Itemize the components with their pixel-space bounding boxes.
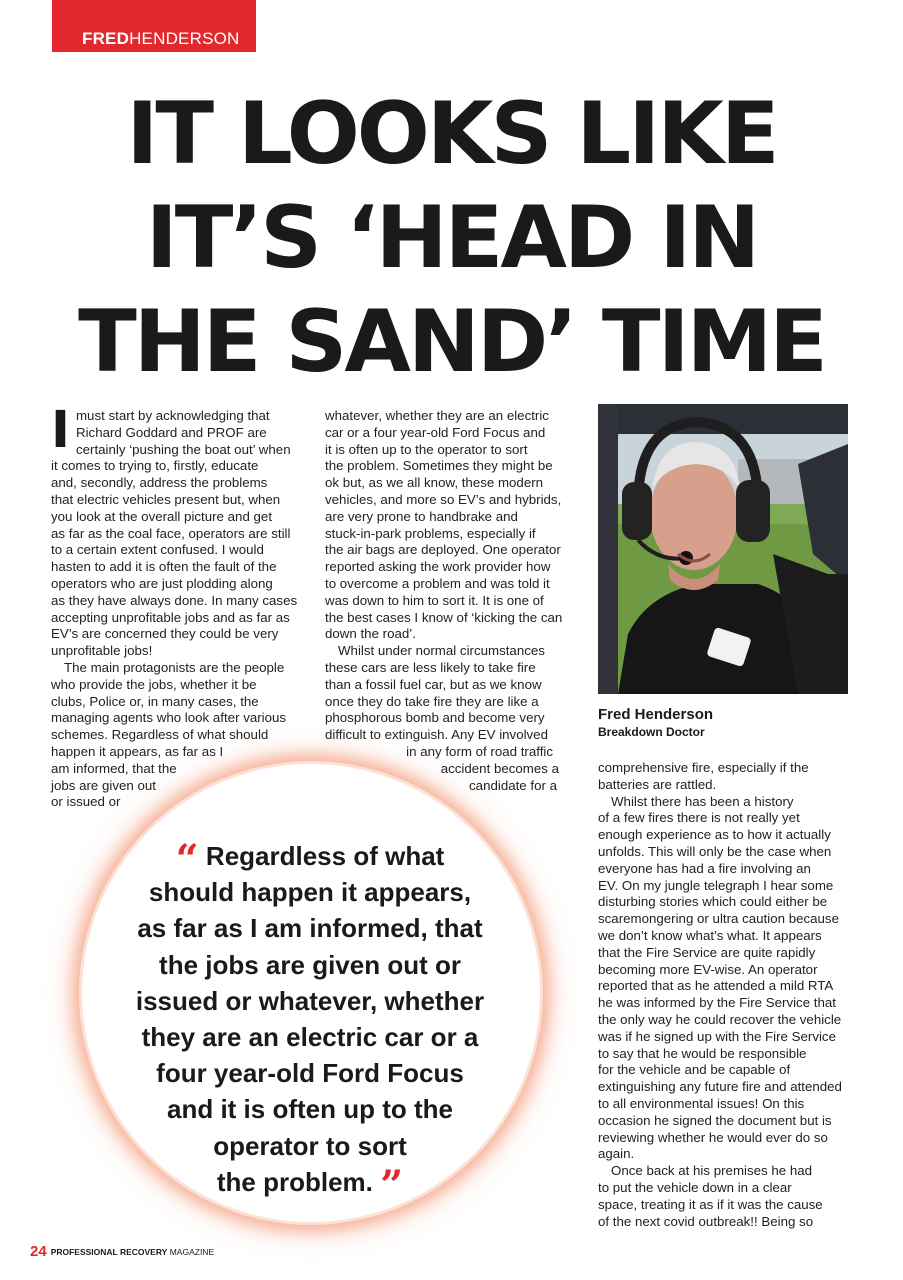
text-line: the best cases I know of ‘kicking the can xyxy=(325,609,563,625)
text-line: that the Fire Service are quite rapidly xyxy=(598,944,816,960)
text-line: scaremongering or ultra caution because xyxy=(598,911,839,927)
pull-quote xyxy=(100,836,520,1209)
text-line: car or a four year-old Ford Focus and xyxy=(325,424,546,440)
text-line: am informed, that the xyxy=(51,760,177,776)
text-line: reported that as he attended a mild RTA xyxy=(598,978,834,994)
text-line: The main protagonists are the people xyxy=(64,659,285,675)
pull-quote-line: the jobs are given out or xyxy=(159,949,461,980)
article-column-1 xyxy=(51,401,301,811)
text-line: the problem. Sometimes they might be xyxy=(325,458,553,474)
text-line: again. xyxy=(598,1146,635,1162)
text-line: extinguishing any future fire and attended xyxy=(598,1079,842,1095)
pull-quote-line: operator to sort xyxy=(213,1130,407,1161)
text-line: to a certain extent confused. I would xyxy=(51,542,264,558)
text-line: and, secondly, address the problems xyxy=(51,475,268,491)
text-line: stuck-in-park problems, especially if xyxy=(325,525,536,541)
pull-quote-line xyxy=(100,1161,520,1209)
headline-line: IT LOOKS LIKE xyxy=(126,84,777,184)
text-line: you look at the overall picture and get xyxy=(51,508,273,524)
magazine-name-bold: PROFESSIONAL RECOVERY xyxy=(50,1247,168,1257)
pull-quote-line: and it is often up to the xyxy=(167,1094,453,1125)
text-line: EV. On my jungle telegraph I hear some xyxy=(598,877,834,893)
text-line: to say that he would be responsible xyxy=(598,1045,807,1061)
text-line: space, treating it as if it was the cause xyxy=(598,1196,823,1212)
text-line: phosphorous bomb and become very xyxy=(325,710,545,726)
text-line: EV’s are concerned they could be very xyxy=(51,626,279,642)
text-line: as they have always done. In many cases xyxy=(51,592,298,608)
text-line: it comes to trying to, firstly, educate xyxy=(51,458,259,474)
text-line: accepting unprofitable jobs and as far as xyxy=(51,609,290,625)
photo-caption-name: Fred Henderson xyxy=(598,706,714,723)
text-line: these cars are less likely to take fire xyxy=(325,659,536,675)
text-line: enough experience as to how it actually xyxy=(598,827,831,843)
text-line: whatever, whether they are an electric xyxy=(325,408,549,423)
drop-cap: I xyxy=(51,401,70,460)
text-line: to all environmental issues! On this xyxy=(598,1095,805,1111)
pull-quote-line: as far as I am informed, that xyxy=(137,913,483,944)
text-line: occasion he signed the document but is xyxy=(598,1112,832,1128)
text-line: unfolds. This will only be the case when xyxy=(598,843,832,859)
text-line: of the next covid outbreak!! Being so xyxy=(598,1213,814,1229)
author-portrait-image xyxy=(598,404,848,694)
headline-line: IT’S ‘HEAD IN xyxy=(145,188,758,288)
open-quote-icon: “ xyxy=(175,836,199,883)
text-line: schemes. Regardless of what should xyxy=(51,727,269,743)
text-line: operators who are just plodding along xyxy=(51,575,273,591)
text-line: Once back at his premises he had xyxy=(611,1163,813,1179)
close-quote-icon: ” xyxy=(380,1161,404,1209)
text-line: everyone has had a fire involving an xyxy=(598,860,811,876)
text-line: than a fossil fuel car, but as we know xyxy=(325,676,542,692)
text-line: the only way he could recover the vehicle xyxy=(598,1011,842,1027)
text-line: disturbing stories which could either be xyxy=(598,894,828,910)
pull-quote-line xyxy=(100,836,520,883)
section-tag-first: FRED xyxy=(82,29,130,48)
text-line: difficult to extinguish. Any EV involved xyxy=(325,727,548,743)
author-photo xyxy=(598,404,848,694)
pull-quote-text: the problem. xyxy=(216,1166,373,1197)
text-line: was if he signed up with the Fire Service xyxy=(598,1028,836,1044)
text-line: batteries are rattled. xyxy=(598,776,717,792)
text-line: clubs, Police or, in many cases, the xyxy=(51,693,259,709)
text-line: must start by acknowledging that xyxy=(75,408,270,423)
pull-quote-line: four year-old Ford Focus xyxy=(156,1058,464,1089)
pull-quote-line: they are an electric car or a xyxy=(141,1022,479,1053)
text-line: we don’t know what’s what. It appears xyxy=(598,927,822,943)
text-line: reported asking the work provider how xyxy=(325,559,551,575)
article-column-3 xyxy=(598,760,850,1230)
section-tag-second: HENDERSON xyxy=(129,29,240,48)
magazine-name-rest: MAGAZINE xyxy=(167,1247,215,1257)
text-line: candidate for a xyxy=(469,777,557,793)
text-line: it is often up to the operator to sort xyxy=(325,441,528,457)
text-line: are very prone to handbrake and xyxy=(325,508,518,524)
page-footer xyxy=(30,1245,214,1259)
text-line: in any form of road traffic xyxy=(406,743,553,759)
text-line: unprofitable jobs! xyxy=(51,643,153,659)
photo-caption-role: Breakdown Doctor xyxy=(598,725,705,739)
text-line: becoming more EV-wise. An operator xyxy=(598,961,818,977)
text-line: or issued or xyxy=(51,794,121,810)
section-tag xyxy=(52,0,256,52)
text-line: for the vehicle and be capable of xyxy=(598,1062,791,1078)
text-line: managing agents who look after various xyxy=(51,710,287,726)
pull-quote-line: should happen it appears, xyxy=(148,877,472,908)
text-line: to overcome a problem and was told it xyxy=(325,575,550,591)
section-tag-text xyxy=(82,29,240,49)
text-line: the air bags are deployed. One operator xyxy=(325,542,561,558)
text-line: hasten to add it is often the fault of the xyxy=(51,559,277,575)
text-line: vehicles, and more so EV’s and hybrids, xyxy=(325,491,562,507)
text-line: of a few fires there is not really yet xyxy=(598,810,800,826)
text-line: to put the vehicle down in a clear xyxy=(598,1179,792,1195)
article-column-2 xyxy=(325,408,573,794)
text-line: as far as the coal face, operators are still xyxy=(51,525,291,541)
text-line: Whilst under normal circumstances xyxy=(338,643,545,659)
text-line: once they do take fire they are like a xyxy=(325,693,539,709)
text-line: accident becomes a xyxy=(440,760,559,776)
text-line: comprehensive fire, especially if the xyxy=(598,760,809,775)
headline-line: THE SAND’ TIME xyxy=(78,292,825,392)
text-line: Whilst there has been a history xyxy=(611,793,794,809)
text-line: who provide the jobs, whether it be xyxy=(51,676,257,692)
text-line: reviewing whether he would ever do so xyxy=(598,1129,828,1145)
text-line: certainly ‘pushing the boat out’ when xyxy=(75,441,291,457)
text-line: was down to him to sort it. It is one of xyxy=(325,592,544,608)
pull-quote-text: Regardless of what xyxy=(205,841,445,871)
text-line: ok but, as we all know, these modern xyxy=(325,475,544,491)
text-line: down the road’. xyxy=(325,626,416,642)
page-number: 24 xyxy=(30,1243,47,1260)
text-line: Richard Goddard and PROF are xyxy=(75,424,267,440)
pull-quote-line: issued or whatever, whether xyxy=(135,985,485,1016)
text-line: he was informed by the Fire Service that xyxy=(598,995,836,1011)
headline xyxy=(0,82,903,394)
text-line: jobs are given out xyxy=(51,777,156,793)
text-line: happen it appears, as far as I xyxy=(51,743,224,759)
text-line: that electric vehicles present but, when xyxy=(51,491,281,507)
